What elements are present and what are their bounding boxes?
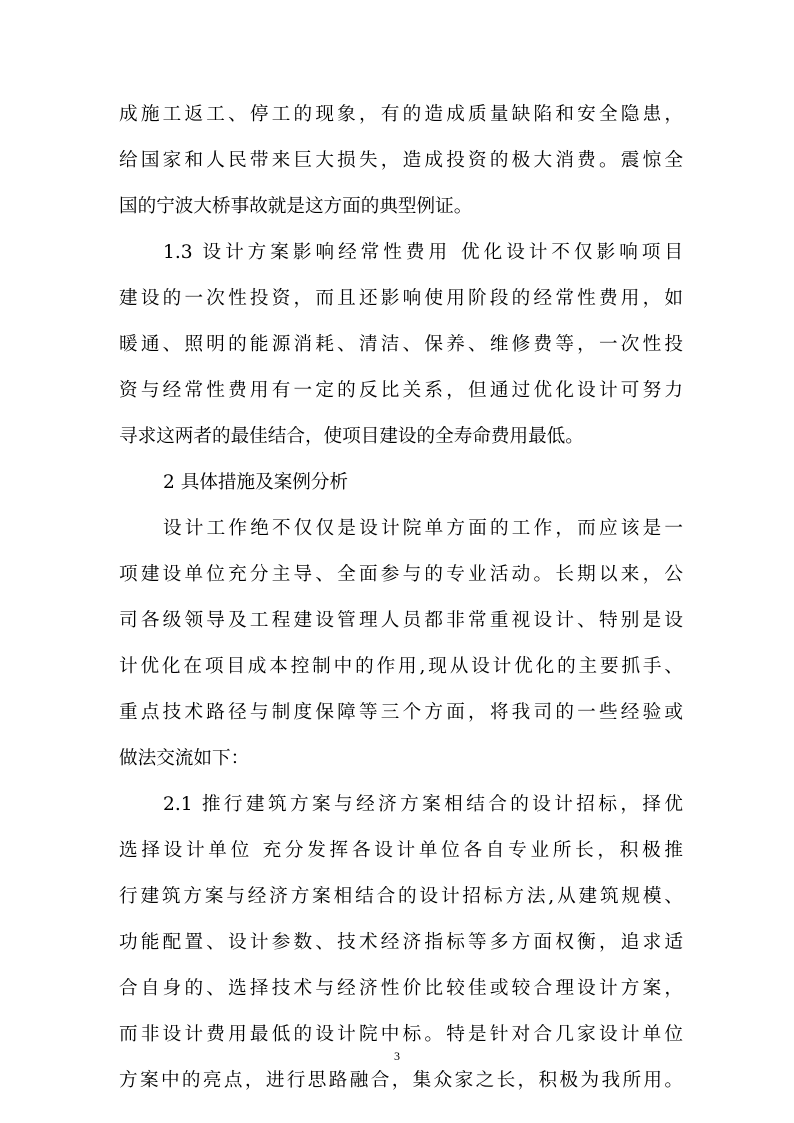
paragraph-line: 计优化在项目成本控制中的作用,现从设计优化的主要抓手、 (119, 656, 683, 677)
paragraph-line: 行建筑方案与经济方案相结合的设计招标方法,从建筑规模、 (119, 886, 683, 907)
paragraph-line: 给国家和人民带来巨大损失，造成投资的极大消费。震惊全 (119, 150, 683, 171)
paragraph-line: 建设的一次性投资，而且还影响使用阶段的经常性费用，如 (119, 288, 683, 309)
paragraph-line: 成施工返工、停工的现象，有的造成质量缺陷和安全隐患， (119, 104, 683, 125)
paragraph-line: 做法交流如下： (119, 748, 250, 769)
section-heading-line: 2.1 推行建筑方案与经济方案相结合的设计招标，择优 (163, 794, 683, 815)
paragraph-line: 设计工作绝不仅仅是设计院单方面的工作，而应该是一 (163, 518, 683, 539)
section-heading-line: 1.3 设计方案影响经常性费用 优化设计不仅影响项目 (163, 242, 683, 263)
paragraph-line: 项建设单位充分主导、全面参与的专业活动。长期以来，公 (119, 564, 683, 585)
paragraph-line: 寻求这两者的最佳结合，使项目建设的全寿命费用最低。 (119, 426, 584, 447)
paragraph-line: 方案中的亮点，进行思路融合，集众家之长，积极为我所用。 (119, 1070, 683, 1091)
paragraph-line: 重点技术路径与制度保障等三个方面，将我司的一些经验或 (119, 702, 683, 723)
paragraph-line: 暖通、照明的能源消耗、清洁、保养、维修费等，一次性投 (119, 334, 683, 355)
page-number: 3 (394, 1049, 400, 1063)
paragraph-line: 而非设计费用最低的设计院中标。特是针对合几家设计单位 (119, 1024, 683, 1045)
paragraph-line: 司各级领导及工程建设管理人员都非常重视设计、特别是设 (119, 610, 683, 631)
paragraph-line: 选择设计单位 充分发挥各设计单位各自专业所长，积极推 (119, 840, 683, 861)
paragraph-line: 国的宁波大桥事故就是这方面的典型例证。 (119, 196, 473, 217)
paragraph-line: 资与经常性费用有一定的反比关系，但通过优化设计可努力 (119, 380, 683, 401)
section-heading: 2 具体措施及案例分析 (163, 472, 349, 493)
paragraph-line: 功能配置、设计参数、技术经济指标等多方面权衡，追求适 (119, 932, 683, 953)
paragraph-line: 合自身的、选择技术与经济性价比较佳或较合理设计方案， (119, 978, 683, 999)
